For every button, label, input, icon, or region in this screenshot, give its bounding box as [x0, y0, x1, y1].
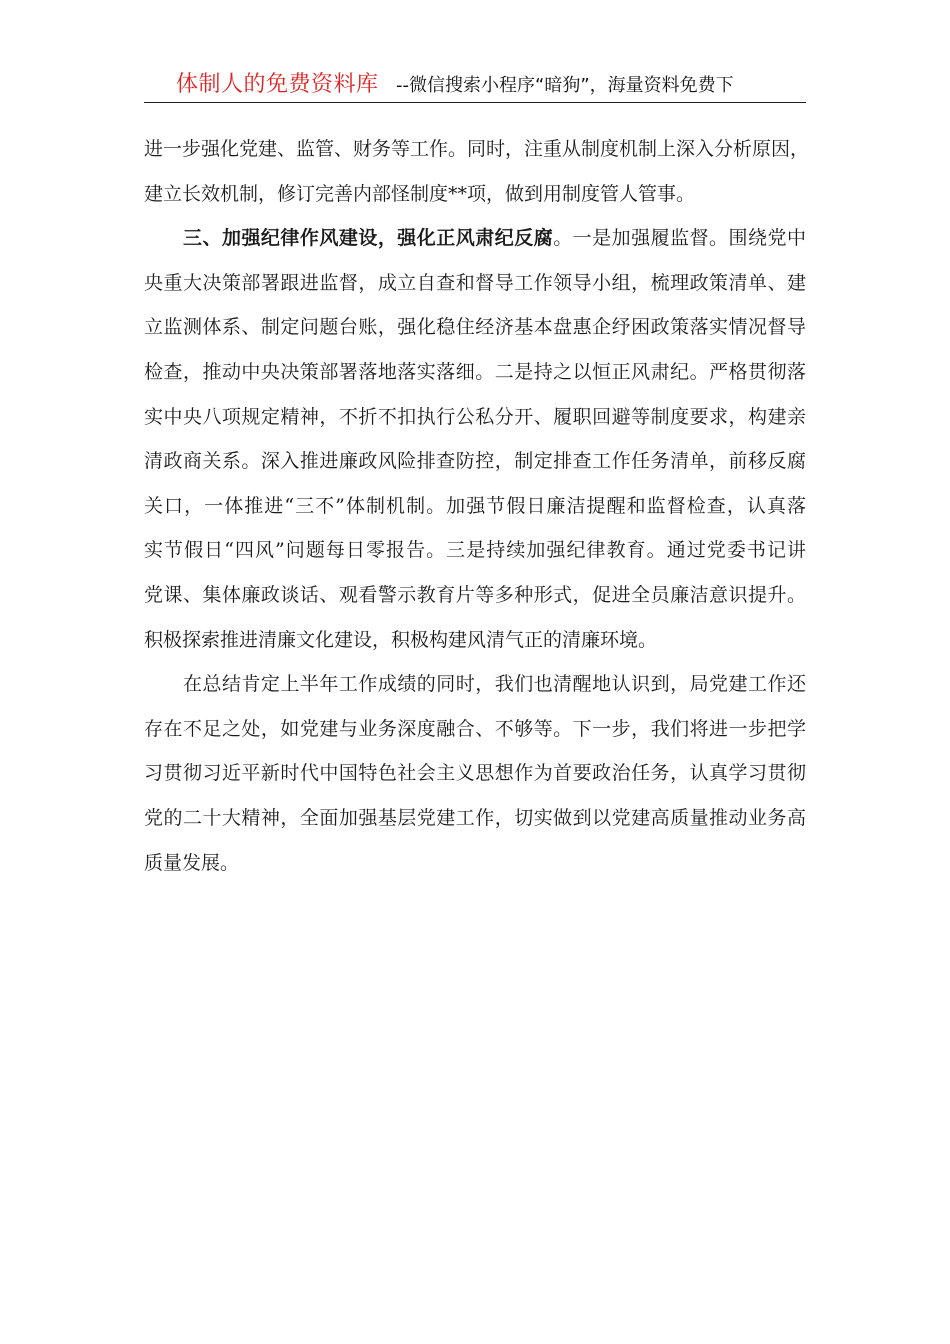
text-line: 在总结肯定上半年工作成绩的同时，我们也清醒地认识到，局党建工作还	[183, 673, 806, 696]
text-line: 进一步强化党建、监管、财务等工作。同时，注重从制度机制上深入分析原因，	[144, 138, 810, 160]
text-line: 清政商关系。深入推进廉政风险排查防控，制定排查工作任务清单，前移反腐	[144, 450, 806, 473]
text-line: 实中央八项规定精神，不折不扣执行公私分开、履职回避等制度要求，构建亲	[144, 405, 806, 428]
text-line: 检查，推动中央决策部署落地落实落细。二是持之以恒正风肃纪。严格贯彻落	[144, 360, 806, 383]
text-line	[144, 216, 806, 261]
page-header	[144, 70, 806, 103]
text-line: 央重大决策部署跟进监督，成立自查和督导工作领导小组，梳理政策清单、建	[144, 271, 806, 294]
text-line: 关口，一体推进“三不”体制机制。加强节假日廉洁提醒和监督检查，认真落	[144, 494, 806, 517]
text-line: 党的二十大精神，全面加强基层党建工作，切实做到以党建高质量推动业务高	[144, 806, 806, 829]
text-line: 存在不足之处，如党建与业务深度融合、不够等。下一步，我们将进一步把学	[144, 717, 806, 740]
text-line: 党课、集体廉政谈话、观看警示教育片等多种形式，促进全员廉洁意识提升。	[144, 583, 806, 606]
text-line: 立监测体系、制定问题台账，强化稳住经济基本盘惠企纾困政策落实情况督导	[144, 316, 806, 339]
paragraph-section-three	[144, 216, 806, 662]
header-tagline: --微信搜索小程序“暗狗”，海量资料免费下	[396, 75, 734, 96]
document-body	[144, 127, 810, 885]
text-run: 。一是加强履监督。围绕党中	[553, 227, 806, 250]
paragraph-continuation	[144, 127, 810, 216]
text-line: 积极探索推进清廉文化建设，积极构建风清气正的清廉环境。	[144, 628, 658, 651]
header-brand: 体制人的免费资料库	[176, 72, 379, 97]
text-line: 习贯彻习近平新时代中国特色社会主义思想作为首要政治任务，认真学习贯彻	[144, 762, 806, 785]
section-heading: 三、加强纪律作风建设，强化正风肃纪反腐	[183, 227, 554, 250]
text-line: 实节假日“四风”问题每日零报告。三是持续加强纪律教育。通过党委书记讲	[144, 539, 806, 562]
text-line: 建立长效机制，修订完善内部怪制度**项，做到用制度管人管事。	[144, 182, 696, 205]
paragraph-summary	[144, 662, 806, 885]
text-line: 质量发展。	[144, 851, 240, 874]
